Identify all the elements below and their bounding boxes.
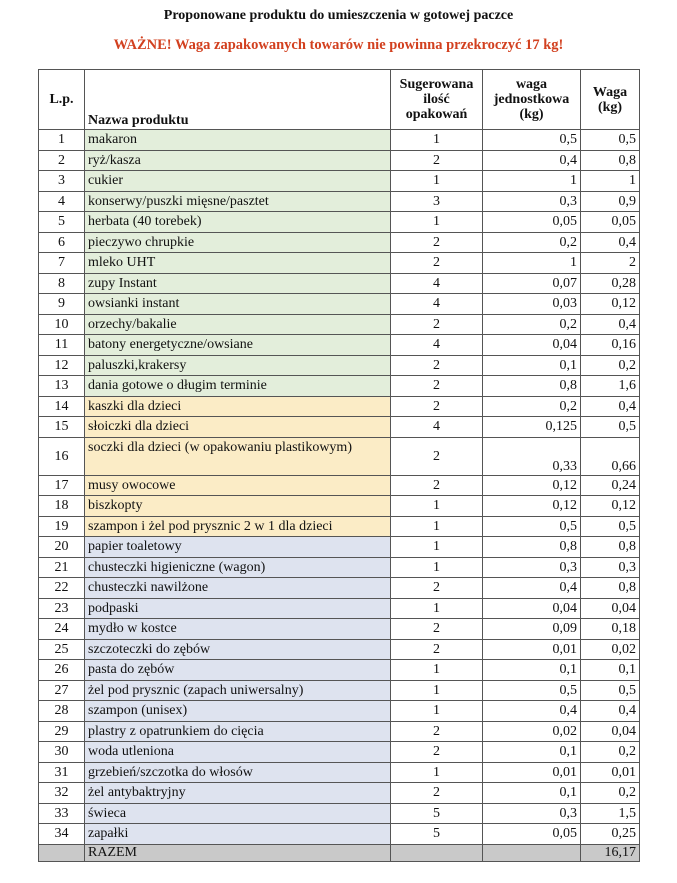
row-unit-weight: 0,01 [483,762,581,783]
row-weight: 0,25 [581,824,640,845]
row-weight: 0,5 [581,130,640,151]
row-weight: 0,2 [581,783,640,804]
product-name: woda utleniona [85,742,391,763]
row-qty: 2 [391,253,483,274]
row-weight: 0,5 [581,516,640,537]
row-lp: 21 [39,557,85,578]
row-qty: 2 [391,783,483,804]
product-table [38,69,640,862]
row-qty: 1 [391,660,483,681]
row-unit-weight: 0,4 [483,701,581,722]
product-name: pieczywo chrupkie [85,232,391,253]
table-row [39,417,640,438]
row-lp: 7 [39,253,85,274]
table-row [39,783,640,804]
table-row [39,680,640,701]
row-qty: 2 [391,396,483,417]
row-lp: 34 [39,824,85,845]
product-name: konserwy/puszki mięsne/pasztet [85,191,391,212]
row-lp: 26 [39,660,85,681]
product-name: pasta do zębów [85,660,391,681]
table-row [39,721,640,742]
row-lp: 27 [39,680,85,701]
table-row [39,376,640,397]
row-weight: 1,6 [581,376,640,397]
row-lp: 19 [39,516,85,537]
total-row [39,844,640,861]
row-qty: 1 [391,171,483,192]
row-qty: 2 [391,475,483,496]
row-lp: 30 [39,742,85,763]
row-lp: 18 [39,496,85,517]
row-unit-weight: 0,03 [483,294,581,315]
product-name: soczki dla dzieci (w opakowaniu plastikowym) [85,437,391,475]
header-qty [391,70,483,130]
row-unit-weight: 0,04 [483,335,581,356]
row-lp: 5 [39,212,85,233]
table-row [39,437,640,475]
row-unit-weight: 0,5 [483,680,581,701]
table-row [39,537,640,558]
row-lp: 28 [39,701,85,722]
header-qty-line: ilość [423,92,450,107]
row-unit-weight: 0,05 [483,212,581,233]
table-row [39,598,640,619]
row-unit-weight: 0,3 [483,557,581,578]
row-weight: 0,3 [581,557,640,578]
product-name: grzebień/szczotka do włosów [85,762,391,783]
table-row [39,578,640,599]
row-lp: 14 [39,396,85,417]
header-name: Nazwa produktu [85,70,391,130]
row-weight: 0,16 [581,335,640,356]
row-qty: 1 [391,537,483,558]
row-lp: 4 [39,191,85,212]
row-unit-weight: 0,2 [483,232,581,253]
row-qty: 2 [391,578,483,599]
table-row [39,639,640,660]
product-name: mydło w kostce [85,619,391,640]
row-unit-weight: 0,8 [483,537,581,558]
row-qty: 1 [391,496,483,517]
table-row [39,212,640,233]
table-body [39,130,640,845]
row-weight: 0,4 [581,701,640,722]
table-row [39,150,640,171]
product-name: żel antybaktryjny [85,783,391,804]
row-lp: 6 [39,232,85,253]
row-lp: 16 [39,437,85,475]
row-qty: 2 [391,355,483,376]
total-label: RAZEM [85,844,391,861]
table-row [39,762,640,783]
row-lp: 31 [39,762,85,783]
row-lp: 10 [39,314,85,335]
row-unit-weight: 0,5 [483,516,581,537]
row-lp: 9 [39,294,85,315]
row-qty: 2 [391,721,483,742]
header-lp: L.p. [39,70,85,130]
row-unit-weight: 0,1 [483,660,581,681]
row-weight: 0,24 [581,475,640,496]
row-qty: 1 [391,516,483,537]
row-unit-weight: 0,07 [483,273,581,294]
page-title: Proponowane produktu do umieszczenia w gotowej paczce [163,8,514,23]
header-qty-line: Sugerowana [399,77,474,92]
table-row [39,496,640,517]
row-weight: 0,2 [581,355,640,376]
row-weight: 0,5 [581,680,640,701]
product-name: szampon (unisex) [85,701,391,722]
table-row [39,660,640,681]
row-qty: 5 [391,803,483,824]
table-row [39,803,640,824]
row-weight: 0,12 [581,496,640,517]
header-weight-line: Waga [592,84,628,100]
row-unit-weight: 0,02 [483,721,581,742]
product-name: zupy Instant [85,273,391,294]
product-name: zapałki [85,824,391,845]
product-name: szczoteczki do zębów [85,639,391,660]
row-lp: 2 [39,150,85,171]
product-name: makaron [85,130,391,151]
row-lp: 11 [39,335,85,356]
row-unit-weight: 0,4 [483,150,581,171]
row-unit-weight: 1 [483,171,581,192]
product-name: słoiczki dla dzieci [85,417,391,438]
product-name: orzechy/bakalie [85,314,391,335]
row-lp: 23 [39,598,85,619]
row-unit-weight: 0,09 [483,619,581,640]
row-qty: 4 [391,335,483,356]
row-weight: 0,4 [581,396,640,417]
product-name: kaszki dla dzieci [85,396,391,417]
table-row [39,742,640,763]
row-qty: 1 [391,212,483,233]
row-qty: 2 [391,742,483,763]
row-weight: 0,12 [581,294,640,315]
row-weight: 0,01 [581,762,640,783]
row-qty: 1 [391,680,483,701]
total-qty-cell [391,844,483,861]
table-row [39,355,640,376]
total-lp-cell [39,844,85,861]
row-qty: 1 [391,557,483,578]
row-lp: 29 [39,721,85,742]
row-qty: 2 [391,314,483,335]
product-name: herbata (40 torebek) [85,212,391,233]
row-qty: 1 [391,598,483,619]
row-unit-weight: 0,04 [483,598,581,619]
row-weight: 1,5 [581,803,640,824]
row-unit-weight: 0,3 [483,803,581,824]
row-qty: 2 [391,232,483,253]
table-row [39,294,640,315]
product-name: mleko UHT [85,253,391,274]
row-qty: 1 [391,130,483,151]
row-qty: 5 [391,824,483,845]
row-weight: 0,04 [581,721,640,742]
row-qty: 1 [391,762,483,783]
table-row [39,396,640,417]
row-weight: 0,28 [581,273,640,294]
row-weight: 0,2 [581,742,640,763]
product-name: podpaski [85,598,391,619]
row-lp: 3 [39,171,85,192]
row-unit-weight: 0,33 [483,437,581,475]
total-unit-cell [483,844,581,861]
row-weight: 0,1 [581,660,640,681]
row-qty: 1 [391,701,483,722]
row-unit-weight: 0,2 [483,314,581,335]
table-row [39,557,640,578]
row-lp: 8 [39,273,85,294]
product-name: paluszki,krakersy [85,355,391,376]
product-name: cukier [85,171,391,192]
product-name: dania gotowe o długim terminie [85,376,391,397]
header-row [39,70,640,130]
row-unit-weight: 1 [483,253,581,274]
table-row [39,701,640,722]
row-weight: 2 [581,253,640,274]
row-weight: 0,4 [581,232,640,253]
row-unit-weight: 0,8 [483,376,581,397]
row-weight: 0,05 [581,212,640,233]
row-lp: 15 [39,417,85,438]
row-lp: 33 [39,803,85,824]
product-name: musy owocowe [85,475,391,496]
header-weight-line: (kg) [597,99,623,115]
row-weight: 0,66 [581,437,640,475]
row-lp: 32 [39,783,85,804]
product-name: świeca [85,803,391,824]
row-unit-weight: 0,1 [483,355,581,376]
row-weight: 0,9 [581,191,640,212]
row-unit-weight: 0,01 [483,639,581,660]
row-qty: 4 [391,294,483,315]
row-weight: 0,5 [581,417,640,438]
product-name: papier toaletowy [85,537,391,558]
row-lp: 1 [39,130,85,151]
row-qty: 4 [391,273,483,294]
row-qty: 4 [391,417,483,438]
product-name: chusteczki higieniczne (wagon) [85,557,391,578]
row-unit-weight: 0,1 [483,783,581,804]
row-unit-weight: 0,3 [483,191,581,212]
table-row [39,130,640,151]
header-unit-weight [483,70,581,130]
row-lp: 13 [39,376,85,397]
table-row [39,253,640,274]
row-lp: 17 [39,475,85,496]
header-qty-line: opakowań [405,107,468,122]
row-weight: 1 [581,171,640,192]
table-row [39,171,640,192]
product-name: szampon i żel pod prysznic 2 w 1 dla dzieci [85,516,391,537]
row-lp: 25 [39,639,85,660]
row-unit-weight: 0,05 [483,824,581,845]
row-lp: 20 [39,537,85,558]
row-weight: 0,8 [581,537,640,558]
product-name: ryż/kasza [85,150,391,171]
row-weight: 0,8 [581,578,640,599]
table-row [39,619,640,640]
table-row [39,273,640,294]
row-unit-weight: 0,5 [483,130,581,151]
table-row [39,516,640,537]
row-qty: 3 [391,191,483,212]
row-weight: 0,04 [581,598,640,619]
header-unit-line: (kg) [519,107,544,122]
product-name: żel pod prysznic (zapach uniwersalny) [85,680,391,701]
row-unit-weight: 0,1 [483,742,581,763]
row-unit-weight: 0,12 [483,475,581,496]
row-qty: 2 [391,437,483,475]
table-row [39,232,640,253]
row-lp: 12 [39,355,85,376]
header-unit-line: jednostkowa [493,92,570,107]
row-unit-weight: 0,2 [483,396,581,417]
product-name: biszkopty [85,496,391,517]
table-row [39,475,640,496]
table-row [39,314,640,335]
table-row [39,335,640,356]
row-unit-weight: 0,125 [483,417,581,438]
product-name: plastry z opatrunkiem do cięcia [85,721,391,742]
row-weight: 0,18 [581,619,640,640]
product-name: batony energetyczne/owsiane [85,335,391,356]
row-weight: 0,4 [581,314,640,335]
header-unit-line: waga [515,77,548,92]
product-name: owsianki instant [85,294,391,315]
row-unit-weight: 0,4 [483,578,581,599]
table-row [39,824,640,845]
header-weight [581,70,640,130]
row-lp: 24 [39,619,85,640]
row-weight: 0,8 [581,150,640,171]
row-qty: 2 [391,150,483,171]
row-qty: 2 [391,639,483,660]
row-qty: 2 [391,619,483,640]
row-lp: 22 [39,578,85,599]
weight-warning: WAŻNE! Waga zapakowanych towarów nie powinna przekroczyć 17 kg! [113,37,564,53]
row-qty: 2 [391,376,483,397]
row-unit-weight: 0,12 [483,496,581,517]
total-value: 16,17 [581,844,640,861]
table-row [39,191,640,212]
product-name: chusteczki nawilżone [85,578,391,599]
row-weight: 0,02 [581,639,640,660]
